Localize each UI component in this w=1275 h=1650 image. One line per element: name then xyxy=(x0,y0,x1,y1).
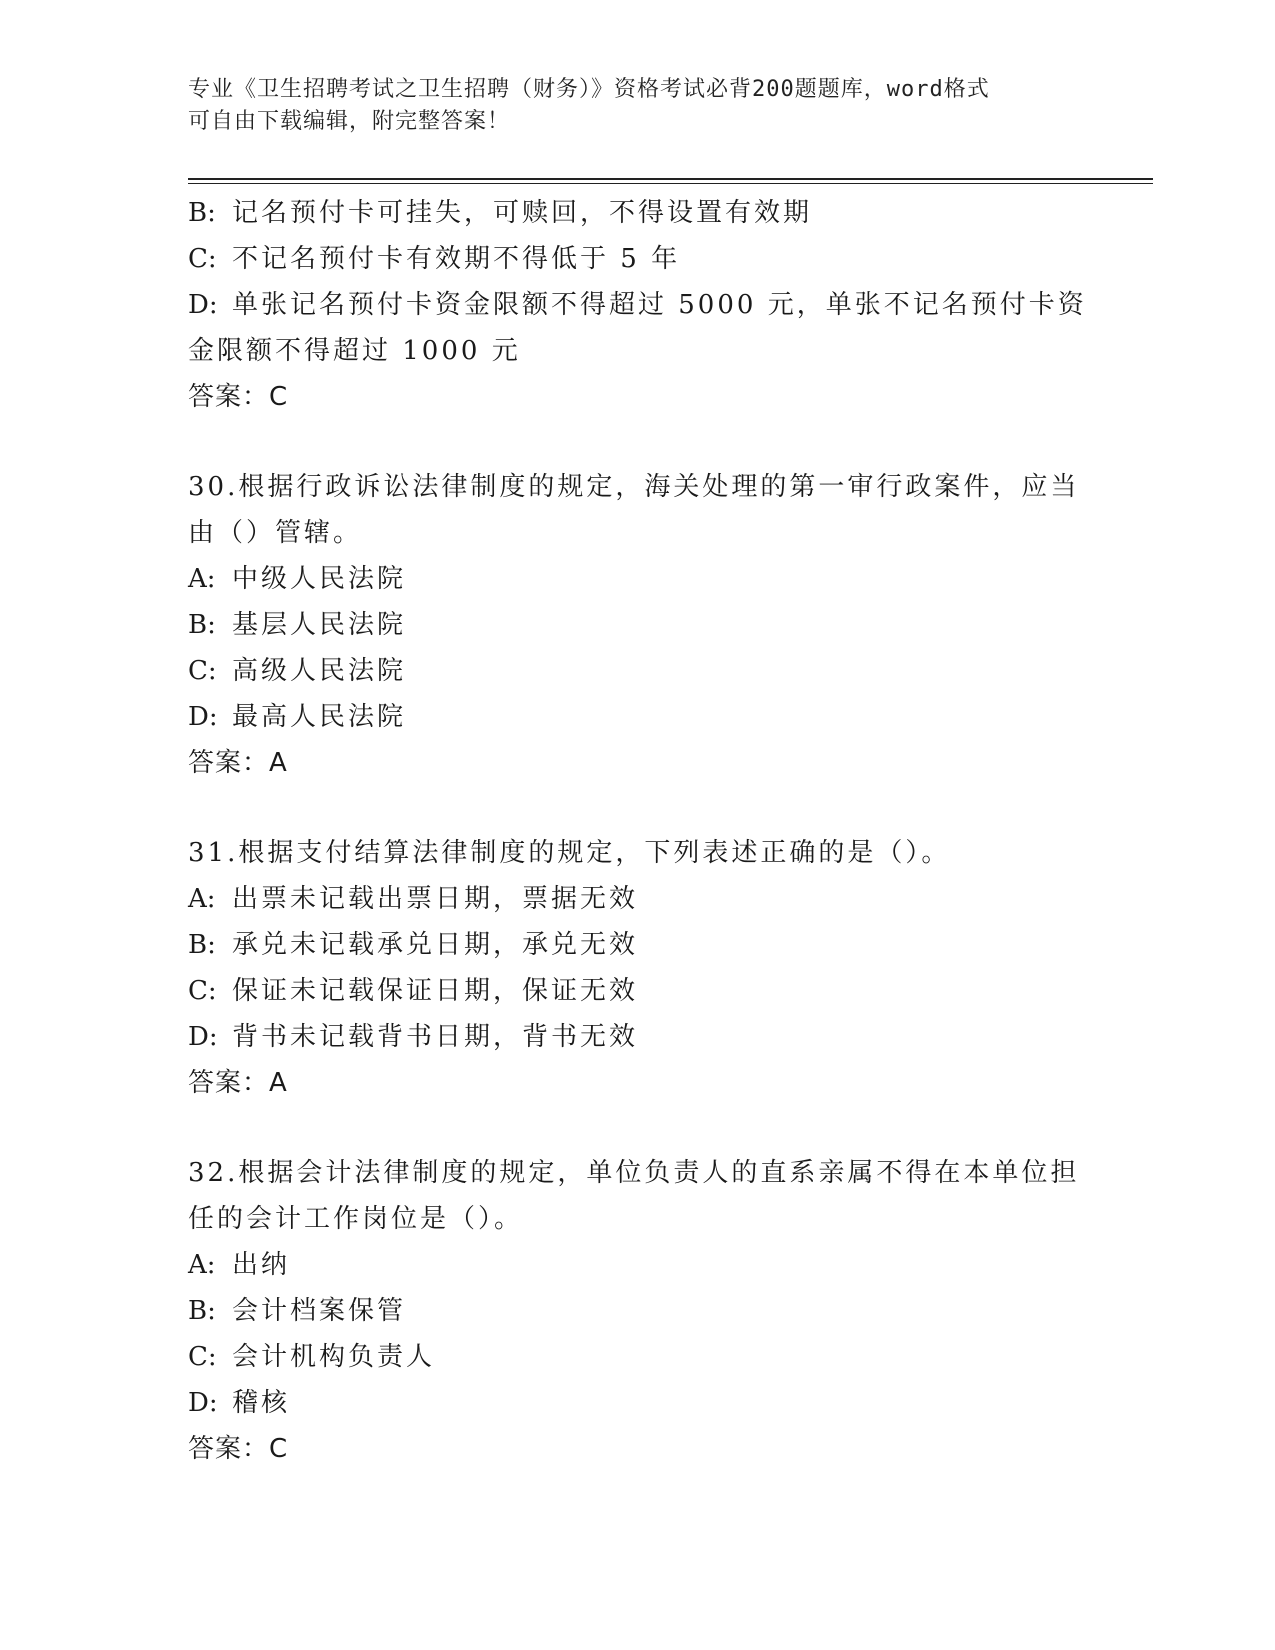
option-key: D: xyxy=(188,1388,218,1418)
option-text: 稽核 xyxy=(232,1388,291,1418)
option-a xyxy=(188,1242,1088,1288)
answer-line: 答案：A xyxy=(188,748,288,778)
option-b xyxy=(188,602,1088,648)
option-key: C: xyxy=(188,976,217,1006)
question-30 xyxy=(188,464,1088,786)
option-text: 承兑未记载承兑日期，承兑无效 xyxy=(232,930,639,960)
option-key: D: xyxy=(188,1022,218,1052)
question-content xyxy=(188,190,1088,1472)
option-key: C: xyxy=(188,244,217,274)
question-stem-line-1: 30.根据行政诉讼法律制度的规定，海关处理的第一审行政案件，应当 xyxy=(188,472,1080,502)
option-key: D: xyxy=(188,702,218,732)
option-d xyxy=(188,1380,1088,1426)
question-stem-line-1: 31.根据支付结算法律制度的规定，下列表述正确的是（）。 xyxy=(188,838,951,868)
option-c xyxy=(188,648,1088,694)
question-29-continued xyxy=(188,190,1088,420)
option-c xyxy=(188,236,1088,282)
option-text: 单张记名预付卡资金限额不得超过 5000 元，单张不记名预付卡资 xyxy=(232,290,1087,320)
question-31 xyxy=(188,830,1088,1106)
option-key: B: xyxy=(188,198,216,228)
option-key: D: xyxy=(188,290,218,320)
answer-line: 答案：C xyxy=(188,1434,289,1464)
option-text: 高级人民法院 xyxy=(232,656,407,686)
answer-line: 答案：C xyxy=(188,382,289,412)
option-key: C: xyxy=(188,656,217,686)
option-text: 记名预付卡可挂失，可赎回，不得设置有效期 xyxy=(232,198,813,228)
document-header xyxy=(188,74,1088,138)
option-a xyxy=(188,876,1088,922)
option-text: 会计档案保管 xyxy=(232,1296,407,1326)
option-key: A: xyxy=(188,884,216,914)
question-spacer xyxy=(188,786,1088,830)
option-key: B: xyxy=(188,1296,216,1326)
option-text: 最高人民法院 xyxy=(232,702,407,732)
option-key: B: xyxy=(188,610,216,640)
header-divider-thin xyxy=(188,183,1153,184)
header-divider-thick xyxy=(188,178,1153,180)
question-spacer xyxy=(188,420,1088,464)
option-text: 保证未记载保证日期，保证无效 xyxy=(232,976,639,1006)
header-title-line-1: 专业《卫生招聘考试之卫生招聘（财务）》资格考试必背200题题库，word格式 xyxy=(188,77,990,102)
option-text: 基层人民法院 xyxy=(232,610,407,640)
option-text: 不记名预付卡有效期不得低于 5 年 xyxy=(232,244,681,274)
question-32 xyxy=(188,1150,1088,1472)
option-b xyxy=(188,922,1088,968)
option-text: 会计机构负责人 xyxy=(232,1342,436,1372)
option-b xyxy=(188,1288,1088,1334)
option-text: 出票未记载出票日期，票据无效 xyxy=(232,884,639,914)
answer-line: 答案：A xyxy=(188,1068,288,1098)
option-key: C: xyxy=(188,1342,217,1372)
option-key: A: xyxy=(188,1250,216,1280)
option-d xyxy=(188,694,1088,740)
header-title-line-2: 可自由下载编辑，附完整答案！ xyxy=(188,109,511,134)
question-spacer xyxy=(188,1106,1088,1150)
question-stem-line-2: 任的会计工作岗位是（）。 xyxy=(188,1204,524,1234)
option-key: B: xyxy=(188,930,216,960)
option-text: 中级人民法院 xyxy=(232,564,407,594)
option-d-continuation: 金限额不得超过 1000 元 xyxy=(188,336,521,366)
option-b xyxy=(188,190,1088,236)
option-a xyxy=(188,556,1088,602)
option-c xyxy=(188,968,1088,1014)
question-stem-line-1: 32.根据会计法律制度的规定，单位负责人的直系亲属不得在本单位担 xyxy=(188,1158,1080,1188)
option-d xyxy=(188,282,1088,328)
option-c xyxy=(188,1334,1088,1380)
option-text: 出纳 xyxy=(232,1250,291,1280)
option-text: 背书未记载背书日期，背书无效 xyxy=(232,1022,639,1052)
option-d xyxy=(188,1014,1088,1060)
option-key: A: xyxy=(188,564,216,594)
question-stem-line-2: 由（）管辖。 xyxy=(188,518,363,548)
